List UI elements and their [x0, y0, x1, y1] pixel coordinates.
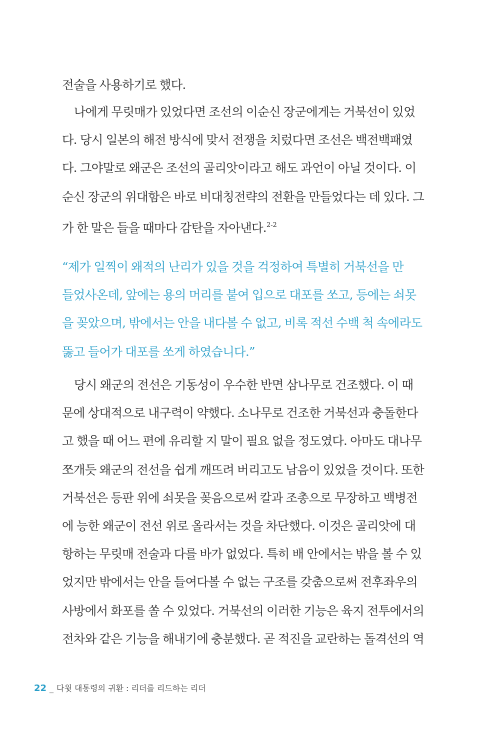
text-line: 전술을 사용하기로 했다. — [62, 78, 186, 92]
text-line: 가 한 말은 들을 때마다 감탄을 자아낸다. — [62, 220, 267, 235]
text-line: 거북선은 등판 위에 쇠못을 꽂음으로써 칼과 조총으로 무장하고 백병전 — [62, 490, 418, 505]
text-line: 쪼개듯 왜군의 전선을 쉽게 깨뜨려 버리고도 남음이 있었을 것이다. 또한 — [62, 462, 425, 477]
text-line: 었지만 밖에서는 안을 들여다볼 수 없는 구조를 갖춤으로써 전후좌우의 — [62, 575, 418, 590]
footnote-marker: 2-2 — [266, 220, 277, 229]
text-line: 다. 그야말로 왜군은 조선의 골리앗이라고 해도 과언이 아닐 것이다. 이 — [62, 161, 417, 176]
footer-separator: _ — [49, 684, 54, 693]
quote-line: “제가 일찍이 왜적의 난리가 있을 것을 걱정하여 특별히 거북선을 만 — [62, 260, 404, 274]
page-footer — [34, 683, 206, 694]
paragraph-continuation — [62, 71, 438, 99]
text-line: 나에게 무릿매가 있었다면 조선의 이순신 장군에게는 거북선이 있었 — [74, 105, 416, 119]
paragraph-japanese-ships — [62, 371, 438, 653]
text-line: 고 했을 때 어느 편에 유리할 지 말이 필요 없을 정도였다. 아마도 대나무 — [62, 434, 422, 449]
text-line: 문에 상대적으로 내구력이 약했다. 소나무로 건조한 거북선과 충돌한다 — [62, 406, 418, 421]
running-title: 다윗 대통령의 귀환 : 리더를 리드하는 리더 — [56, 684, 206, 693]
page-number: 22 — [34, 684, 47, 694]
quotation-block — [62, 253, 438, 366]
text-line: 전차와 같은 기능을 해내기에 충분했다. 곧 적진을 교란하는 돌격선의 역 — [62, 631, 425, 646]
text-line-with-footnote — [62, 211, 438, 242]
quote-line: 들었사온데, 앞에는 용의 머리를 붙여 입으로 대포를 쏘고, 등에는 쇠못 — [62, 288, 417, 303]
paragraph-turtle-ship — [62, 98, 438, 242]
text-line: 에 능한 왜군이 전선 위로 올라서는 것을 차단했다. 이것은 골리앗에 대 — [62, 519, 416, 534]
text-line: 당시 왜군의 전선은 기동성이 우수한 반면 삼나무로 건조했다. 이 때 — [74, 378, 414, 392]
text-line: 항하는 무릿매 전술과 다를 바가 없었다. 특히 배 안에서는 밖을 볼 수 있 — [62, 547, 422, 562]
quote-line: 을 꽂았으며, 밖에서는 안을 내다볼 수 없고, 비록 적선 수백 척 속에라도 — [62, 316, 423, 331]
text-line: 사방에서 화포를 쏠 수 있었다. 거북선의 이러한 기능은 육지 전투에서의 — [62, 603, 425, 618]
text-line: 다. 당시 일본의 해전 방식에 맞서 전쟁을 치렀다면 조선은 백전백패였 — [62, 133, 413, 148]
text-line: 순신 장군의 위대함은 바로 비대칭전략의 전환을 만들었다는 데 있다. 그 — [62, 189, 425, 204]
quote-line: 뚫고 들어가 대포를 쏘게 하였습니다.” — [62, 344, 255, 359]
